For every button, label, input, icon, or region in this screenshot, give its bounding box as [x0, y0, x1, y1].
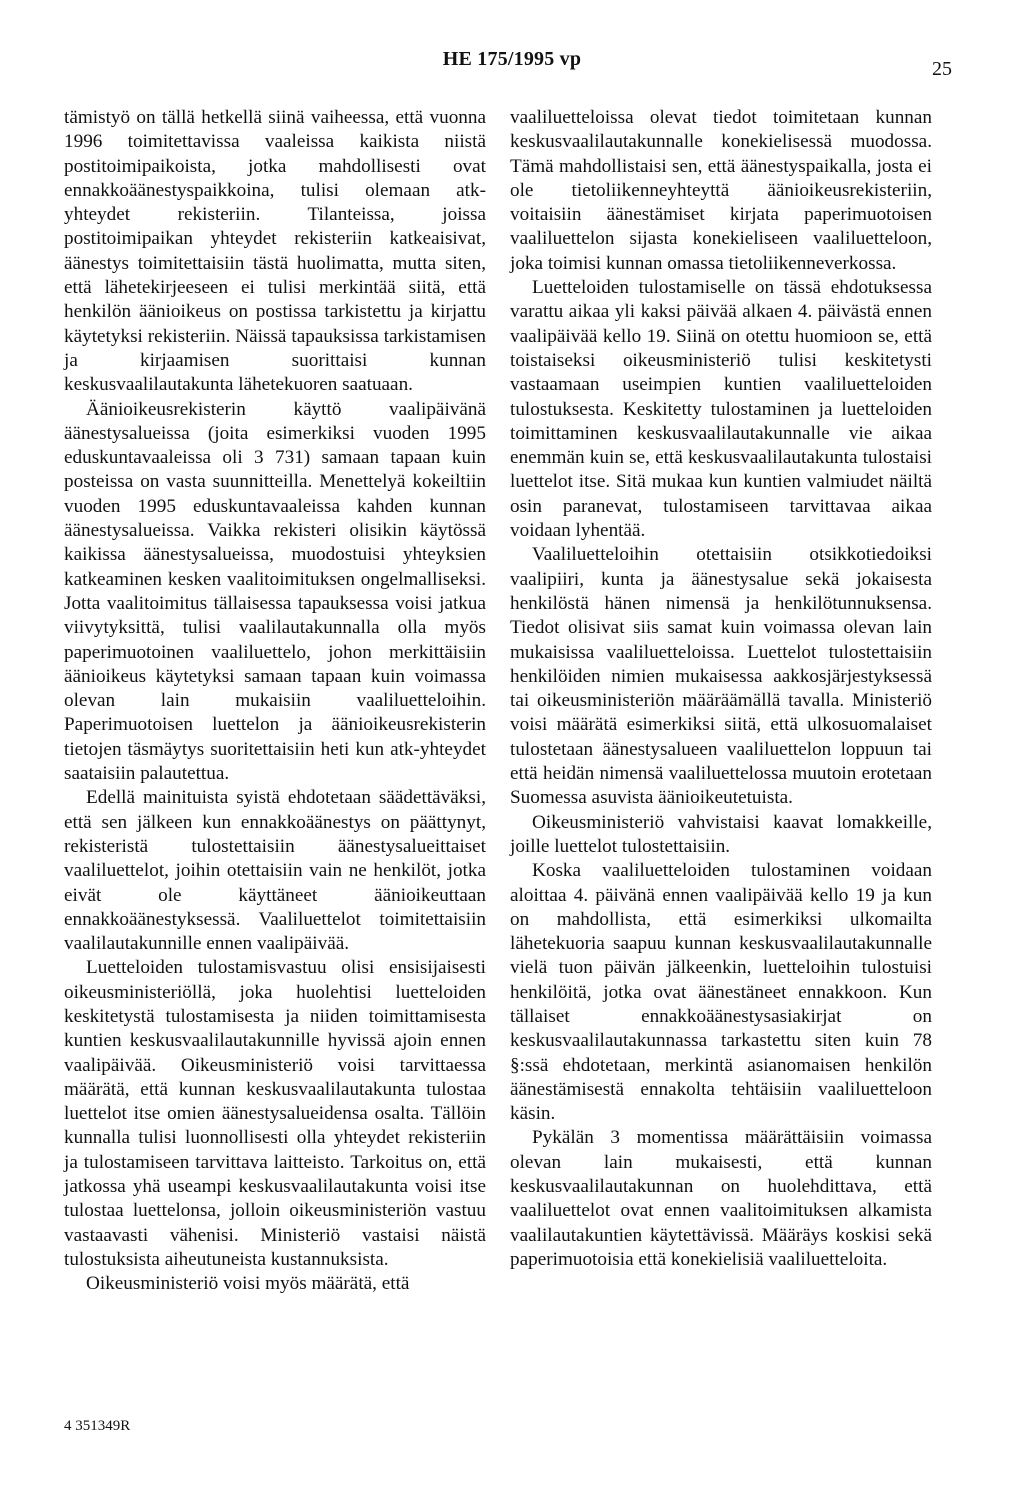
- right-column: [510, 106, 932, 1272]
- paragraph: Luetteloiden tulostamiselle on tässä ehdotuksessa varattu aikaa yli kaksi päivää alkaen 4. päivästä ennen vaalipäivää kello 19. Siinä on otettu huomioon se, että toistaiseksi oikeusministeriö tulisi keskitetysti vastaamaan useimpien kuntien vaaliluetteloiden tulostuksesta. Keskitetty tulostaminen ja luetteloiden toimittaminen keskusvaalilautakunnalle vie aikaa enemmän kuin se, että keskusvaalilautakunta tulostaisi luettelot itse. Sitä mukaa kun kuntien valmiudet näiltä osin paranevat, tulostamiseen tarvittavaa aikaa voidaan lyhentää.: [510, 277, 932, 542]
- page-number: 25: [932, 58, 952, 80]
- paragraph: Vaaliluetteloihin otettaisiin otsikkotiedoiksi vaalipiiri, kunta ja äänestysalue sekä jokaisesta henkilöstä hänen nimensä ja henkilötunnuksensa. Tiedot olisivat siis samat kuin voimassa olevan lain mukaisissa vaaliluetteloissa. Luettelot tulostettaisiin henkilöiden nimien mukaisessa aakkosjärjestyksessä tai oikeusministeriön määräämällä tavalla. Ministeriö voisi määrätä esimerkiksi siitä, että ulkosuomalaiset tulostetaan äänestysalueen vaaliluettelon loppuun tai että heidän nimensä vaaliluettelossa muutoin erotetaan Suomessa asuvista äänioikeutetuista.: [510, 544, 932, 809]
- paragraph: Edellä mainituista syistä ehdotetaan säädettäväksi, että sen jälkeen kun ennakkoäänestys on päättynyt, rekisteristä tulostettaisiin äänestysalueittaiset vaaliluettelot, joihin otettaisiin vain ne henkilöt, jotka eivät ole käyttäneet äänioikeuttaan ennakkoäänestyksessä. Vaaliluettelot toimitettaisiin vaalilautakunnille ennen vaalipäivää.: [64, 787, 486, 955]
- paragraph: tämistyö on tällä hetkellä siinä vaiheessa, että vuonna 1996 toimitettavissa vaaleissa kaikista niistä postitoimipaikoista, jotka mahdollisesti ovat ennakkoäänestyspaikkoina, tulisi olemaan atk-yhteydet rekisteriin. Tilanteissa, joissa postitoimipaikan yhteydet rekisteriin katkeaisivat, äänestys toimitettaisiin tästä huolimatta, mutta siten, että lähetekirjeeseen ei tulisi merkintää siitä, että henkilön äänioikeus on postissa tarkistettu ja kirjattu käytetyksi rekisteriin. Näissä tapauksissa tarkistamisen ja kirjaamisen suorittaisi kunnan keskusvaalilautakunta lähetekuoren saatuaan.: [64, 107, 486, 396]
- footer-print-code: 4 351349R: [64, 1418, 131, 1434]
- paragraph: Oikeusministeriö vahvistaisi kaavat lomakkeille, joille luettelot tulostettaisiin.: [510, 811, 932, 857]
- left-column: [64, 106, 486, 1297]
- paragraph: vaaliluetteloissa olevat tiedot toimitetaan kunnan keskusvaalilautakunnalle konekielisessä muodossa. Tämä mahdollistaisi sen, että äänestyspaikalla, josta ei ole tietoliikenneyhteyttä äänioikeusrekisteriin, voitaisiin äänestämiset kirjata paperimuotoisen vaaliluettelon sijasta konekieliseen vaaliluetteloon, joka toimisi kunnan omassa tietoliikenneverkossa.: [510, 107, 932, 274]
- paragraph: Koska vaaliluetteloiden tulostaminen voidaan aloittaa 4. päivänä ennen vaalipäivää kello 19 ja kun on mahdollista, että esimerkiksi ulkomailta lähetekuoria saapuu kunnan keskusvaalilautakunnalle vielä tuon päivän jälkeenkin, luetteloihin tulostuisi henkilöitä, jotka ovat äänestäneet ennakkoon. Kun tällaiset ennakkoäänestysasiakirjat on keskusvaalilautakunnassa tarkastettu siten kuin 78 §:ssä ehdotetaan, merkintä asianomaisen henkilön äänestämisestä ennakolta tehtäisiin vaaliluetteloon käsin.: [510, 860, 932, 1125]
- paragraph: Oikeusministeriö voisi myös määrätä, että: [86, 1273, 410, 1295]
- paragraph: Pykälän 3 momentissa määrättäisiin voimassa olevan lain mukaisesti, että kunnan keskusvaalilautakunnan on huolehdittava, että vaaliluettelot ovat ennen vaalitoimituksen alkamista vaalilautakuntien käytettävissä. Määräys koskisi sekä paperimuotoisia että konekielisiä vaaliluetteloita.: [510, 1127, 932, 1270]
- paragraph: Äänioikeusrekisterin käyttö vaalipäivänä äänestysalueissa (joita esimerkiksi vuoden 1995 eduskuntavaaleissa oli 3 731) samaan tapaan kuin posteissa on vasta suunnitteilla. Menettelyä kokeiltiin vuoden 1995 eduskuntavaaleissa kahden kunnan äänestysalueissa. Vaikka rekisteri olisikin käytössä kaikissa äänestysalueissa, muodostuisi yhteyksien katkeaminen kesken vaalitoimituksen ongelmalliseksi. Jotta vaalitoimitus tällaisessa tapauksessa voisi jatkua viivytyksittä, tulisi vaalilautakunnalla olla myös paperimuotoinen vaaliluettelo, johon merkittäisiin äänioikeus käytetyksi samaan tapaan kuin voimassa olevan lain mukaisiin vaaliluetteloihin. Paperimuotoisen luettelon ja äänioikeusrekisterin tietojen täsmäytys suoritettaisiin heti kun atk-yhteydet saataisiin palautettua.: [64, 398, 486, 785]
- paragraph: Luetteloiden tulostamisvastuu olisi ensisijaisesti oikeusministeriöllä, joka huolehtisi luetteloiden keskitetystä tulostamisesta ja niiden toimittamisesta kuntien keskusvaalilautakunnille hyvissä ajoin ennen vaalipäivää. Oikeusministeriö voisi tarvittaessa määrätä, että kunnan keskusvaalilautakunta tulostaa luettelot itse omien äänestysalueidensa osalta. Tällöin kunnalla tulisi luonnollisesti olla yhteydet rekisteriin ja tulostamiseen tarvittava laitteisto. Tarkoitus on, että jatkossa yhä useampi keskusvaalilautakunta voisi itse tulostaa luettelonsa, jolloin oikeusministeriön vastuu vastaavasti vähenisi. Ministeriö vastaisi näistä tulostuksista aiheutuneista kustannuksista.: [64, 957, 486, 1270]
- page-header-title: HE 175/1995 vp: [442, 48, 582, 70]
